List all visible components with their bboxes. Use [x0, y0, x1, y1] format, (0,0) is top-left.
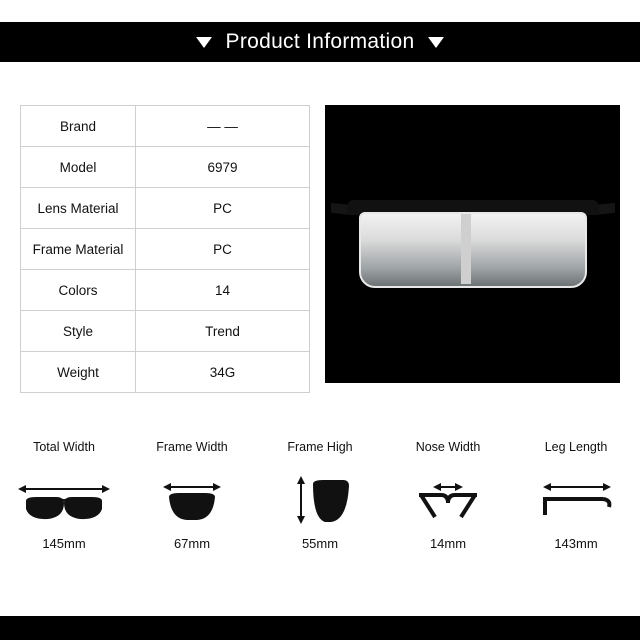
triangle-down-icon — [428, 37, 444, 48]
table-row — [21, 188, 309, 229]
measurement-label: Frame High — [287, 440, 353, 454]
measurement-leg-length — [521, 440, 631, 551]
table-row — [21, 311, 309, 352]
spec-value: 14 — [214, 282, 231, 298]
lens-shield — [359, 212, 587, 288]
measurement-value: 67mm — [173, 536, 211, 551]
temple-arm-icon — [521, 470, 631, 530]
spec-label: Weight — [21, 352, 136, 392]
measurement-label: Total Width — [33, 440, 95, 454]
single-lens-icon — [137, 470, 247, 530]
lens-height-icon — [265, 470, 375, 530]
measurement-frame-high — [265, 440, 375, 551]
bottom-bar — [0, 616, 640, 640]
nose-bridge-icon — [393, 470, 503, 530]
triangle-down-icon — [196, 37, 212, 48]
specification-table — [20, 105, 310, 393]
spec-value: Trend — [205, 323, 240, 339]
spec-label: Frame Material — [21, 229, 136, 269]
table-row — [21, 270, 309, 311]
spec-value: 6979 — [207, 159, 238, 175]
table-row — [21, 352, 309, 393]
measurement-value: 143mm — [554, 536, 598, 551]
spec-label: Style — [21, 311, 136, 351]
page-title: Product Information — [225, 30, 415, 53]
spec-label: Lens Material — [21, 188, 136, 228]
measurement-label: Frame Width — [156, 440, 228, 454]
measurement-value: 14mm — [429, 536, 467, 551]
spec-label: Brand — [21, 106, 136, 146]
sunglasses-illustration — [347, 200, 599, 295]
table-row — [21, 147, 309, 188]
header-inner — [196, 30, 445, 54]
product-image — [325, 105, 620, 383]
measurement-frame-width — [137, 440, 247, 551]
page-header — [0, 22, 640, 62]
spec-value: PC — [213, 241, 232, 257]
nose-bridge — [461, 214, 471, 284]
table-row — [21, 229, 309, 270]
measurement-total-width — [9, 440, 119, 551]
measurement-label: Leg Length — [544, 440, 608, 454]
spec-label: Colors — [21, 270, 136, 310]
spec-value: 34G — [209, 364, 236, 380]
measurement-value: 55mm — [301, 536, 339, 551]
measurement-label: Nose Width — [415, 440, 481, 454]
spec-value: — — — [207, 118, 238, 134]
table-row — [21, 106, 309, 147]
measurement-nose-width — [393, 440, 503, 551]
measurements-row — [0, 440, 640, 551]
full-frame-front-icon — [9, 470, 119, 530]
measurement-value: 145mm — [42, 536, 86, 551]
spec-value: PC — [213, 200, 232, 216]
spec-label: Model — [21, 147, 136, 187]
